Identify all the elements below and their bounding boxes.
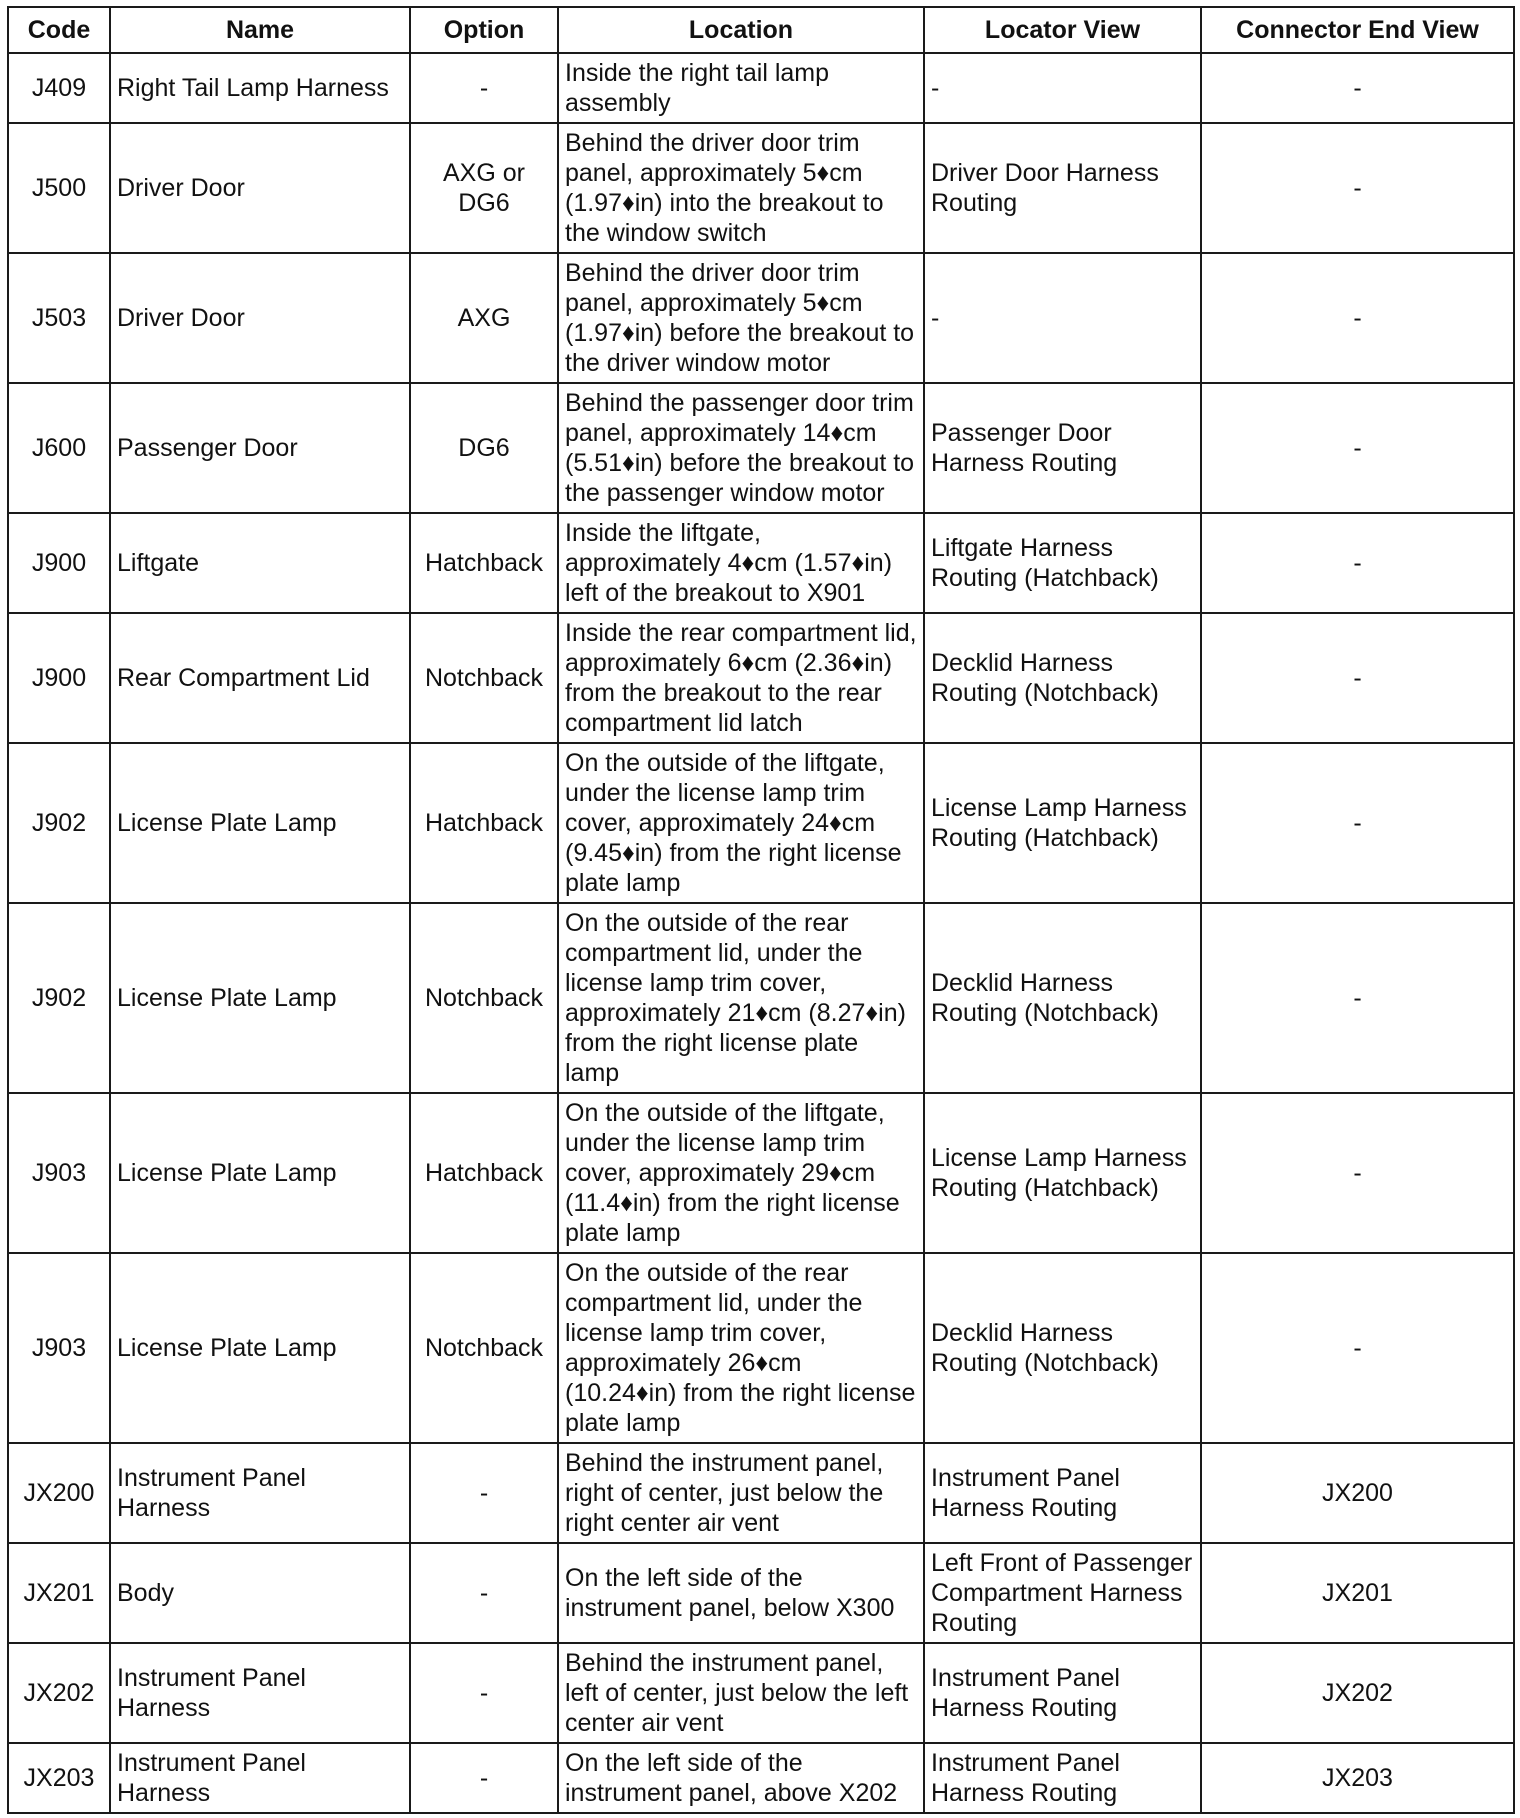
cell-connector-end-view: - — [1201, 253, 1514, 383]
cell-location: On the left side of the instrument panel, below X300 — [558, 1543, 924, 1643]
cell-location: On the left side of the instrument panel, above X202 — [558, 1743, 924, 1813]
header-option: Option — [410, 7, 558, 53]
cell-name: Right Tail Lamp Harness — [110, 53, 410, 123]
table-row — [8, 613, 1514, 743]
table-row — [8, 1093, 1514, 1253]
connector-table — [7, 6, 1515, 1814]
cell-code: J500 — [8, 123, 110, 253]
cell-locator-view: Instrument Panel Harness Routing — [924, 1743, 1201, 1813]
table-row — [8, 1743, 1514, 1813]
cell-name: Body — [110, 1543, 410, 1643]
cell-location: Inside the rear compartment lid, approximately 6♦cm (2.36♦in) from the breakout to the rear compartment lid latch — [558, 613, 924, 743]
header-row — [8, 7, 1514, 53]
table-row — [8, 253, 1514, 383]
cell-connector-end-view: - — [1201, 53, 1514, 123]
cell-locator-view: - — [924, 253, 1201, 383]
cell-locator-view: Passenger Door Harness Routing — [924, 383, 1201, 513]
cell-option: - — [410, 53, 558, 123]
cell-location: Inside the right tail lamp assembly — [558, 53, 924, 123]
cell-connector-end-view: - — [1201, 1253, 1514, 1443]
cell-option: Hatchback — [410, 1093, 558, 1253]
cell-name: License Plate Lamp — [110, 903, 410, 1093]
cell-code: JX202 — [8, 1643, 110, 1743]
cell-location: Behind the driver door trim panel, approximately 5♦cm (1.97♦in) before the breakout to the driver window motor — [558, 253, 924, 383]
cell-name: License Plate Lamp — [110, 1253, 410, 1443]
cell-connector-end-view: - — [1201, 123, 1514, 253]
table-row — [8, 53, 1514, 123]
cell-locator-view: License Lamp Harness Routing (Hatchback) — [924, 1093, 1201, 1253]
cell-name: Instrument Panel Harness — [110, 1643, 410, 1743]
cell-location: Behind the driver door trim panel, approximately 5♦cm (1.97♦in) into the breakout to the window switch — [558, 123, 924, 253]
cell-name: Driver Door — [110, 123, 410, 253]
header-code: Code — [8, 7, 110, 53]
table-row — [8, 1443, 1514, 1543]
cell-option: AXG — [410, 253, 558, 383]
cell-connector-end-view: JX200 — [1201, 1443, 1514, 1543]
cell-locator-view: Left Front of Passenger Compartment Harness Routing — [924, 1543, 1201, 1643]
cell-code: JX200 — [8, 1443, 110, 1543]
header-location: Location — [558, 7, 924, 53]
cell-locator-view: Liftgate Harness Routing (Hatchback) — [924, 513, 1201, 613]
cell-name: Passenger Door — [110, 383, 410, 513]
cell-connector-end-view: JX202 — [1201, 1643, 1514, 1743]
cell-code: J409 — [8, 53, 110, 123]
table-row — [8, 123, 1514, 253]
cell-option: DG6 — [410, 383, 558, 513]
cell-connector-end-view: - — [1201, 613, 1514, 743]
cell-location: Inside the liftgate, approximately 4♦cm (1.57♦in) left of the breakout to X901 — [558, 513, 924, 613]
cell-code: J900 — [8, 613, 110, 743]
cell-name: Instrument Panel Harness — [110, 1743, 410, 1813]
cell-location: Behind the passenger door trim panel, approximately 14♦cm (5.51♦in) before the breakout to the passenger window motor — [558, 383, 924, 513]
table-row — [8, 1253, 1514, 1443]
cell-option: Hatchback — [410, 513, 558, 613]
cell-code: J902 — [8, 743, 110, 903]
table-row — [8, 1543, 1514, 1643]
cell-option: - — [410, 1743, 558, 1813]
cell-name: Liftgate — [110, 513, 410, 613]
cell-name: Rear Compartment Lid — [110, 613, 410, 743]
cell-locator-view: Instrument Panel Harness Routing — [924, 1643, 1201, 1743]
cell-location: On the outside of the liftgate, under the license lamp trim cover, approximately 24♦cm (9.45♦in) from the right license plate lamp — [558, 743, 924, 903]
cell-connector-end-view: - — [1201, 1093, 1514, 1253]
table-row — [8, 513, 1514, 613]
cell-code: J903 — [8, 1093, 110, 1253]
table-row — [8, 1643, 1514, 1743]
cell-connector-end-view: - — [1201, 903, 1514, 1093]
cell-connector-end-view: - — [1201, 383, 1514, 513]
cell-code: J900 — [8, 513, 110, 613]
cell-code: JX201 — [8, 1543, 110, 1643]
table-row — [8, 383, 1514, 513]
table-body — [8, 53, 1514, 1813]
cell-code: J903 — [8, 1253, 110, 1443]
cell-locator-view: Decklid Harness Routing (Notchback) — [924, 613, 1201, 743]
cell-option: AXG or DG6 — [410, 123, 558, 253]
header-name: Name — [110, 7, 410, 53]
cell-code: J902 — [8, 903, 110, 1093]
cell-option: - — [410, 1643, 558, 1743]
cell-name: License Plate Lamp — [110, 1093, 410, 1253]
cell-connector-end-view: - — [1201, 513, 1514, 613]
cell-option: Notchback — [410, 613, 558, 743]
cell-location: On the outside of the liftgate, under the license lamp trim cover, approximately 29♦cm (11.4♦in) from the right license plate lamp — [558, 1093, 924, 1253]
table-row — [8, 903, 1514, 1093]
cell-code: J600 — [8, 383, 110, 513]
cell-connector-end-view: JX201 — [1201, 1543, 1514, 1643]
cell-option: Notchback — [410, 1253, 558, 1443]
cell-code: J503 — [8, 253, 110, 383]
cell-locator-view: Decklid Harness Routing (Notchback) — [924, 1253, 1201, 1443]
header-locator-view: Locator View — [924, 7, 1201, 53]
cell-locator-view: Driver Door Harness Routing — [924, 123, 1201, 253]
cell-location: On the outside of the rear compartment lid, under the license lamp trim cover, approximately 21♦cm (8.27♦in) from the right license plate lamp — [558, 903, 924, 1093]
cell-location: Behind the instrument panel, left of center, just below the left center air vent — [558, 1643, 924, 1743]
cell-option: Hatchback — [410, 743, 558, 903]
cell-location: On the outside of the rear compartment lid, under the license lamp trim cover, approximately 26♦cm (10.24♦in) from the right license plate lamp — [558, 1253, 924, 1443]
cell-locator-view: Decklid Harness Routing (Notchback) — [924, 903, 1201, 1093]
cell-location: Behind the instrument panel, right of center, just below the right center air vent — [558, 1443, 924, 1543]
cell-option: - — [410, 1543, 558, 1643]
header-connector-end-view: Connector End View — [1201, 7, 1514, 53]
cell-option: - — [410, 1443, 558, 1543]
cell-code: JX203 — [8, 1743, 110, 1813]
cell-name: License Plate Lamp — [110, 743, 410, 903]
cell-locator-view: License Lamp Harness Routing (Hatchback) — [924, 743, 1201, 903]
cell-locator-view: Instrument Panel Harness Routing — [924, 1443, 1201, 1543]
cell-locator-view: - — [924, 53, 1201, 123]
cell-name: Instrument Panel Harness — [110, 1443, 410, 1543]
cell-connector-end-view: - — [1201, 743, 1514, 903]
table-row — [8, 743, 1514, 903]
cell-connector-end-view: JX203 — [1201, 1743, 1514, 1813]
cell-option: Notchback — [410, 903, 558, 1093]
cell-name: Driver Door — [110, 253, 410, 383]
